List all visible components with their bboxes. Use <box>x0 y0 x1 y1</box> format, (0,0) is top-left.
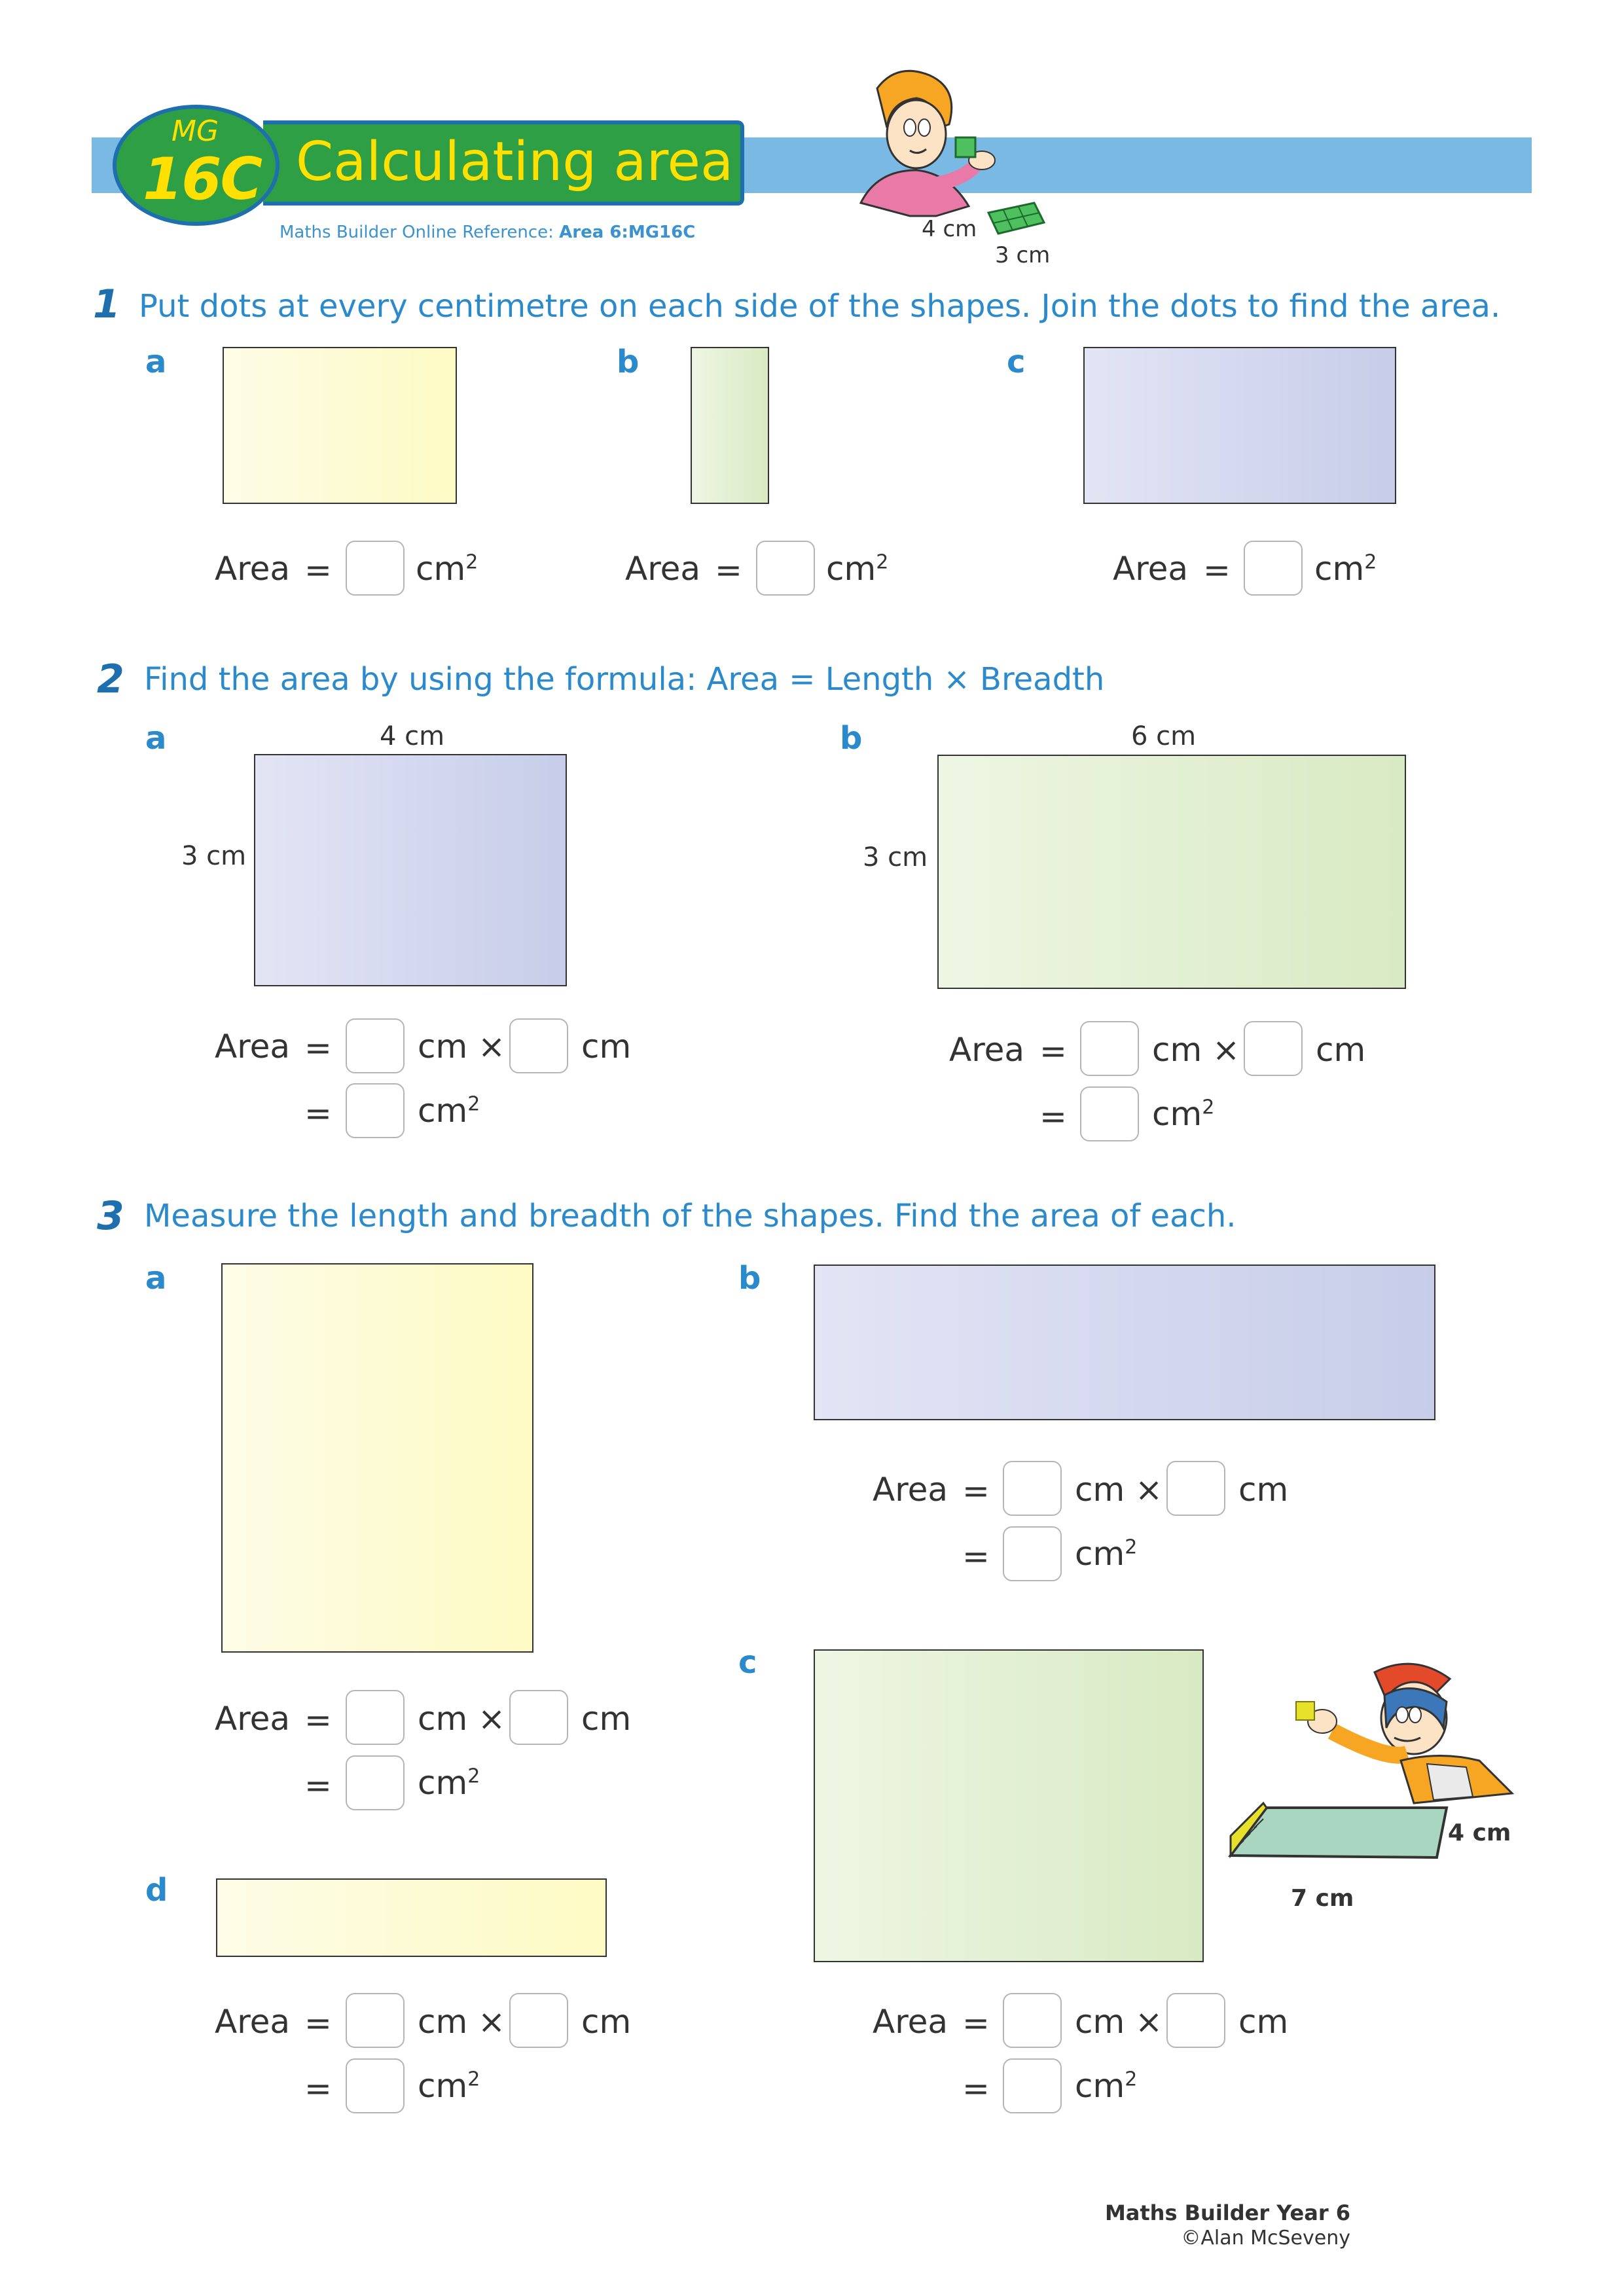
q3d-unit-squared: $cm^2$ <box>418 2067 480 2105</box>
q2b-cm: cm <box>1316 1031 1366 1069</box>
q3d-area-box[interactable] <box>346 2058 405 2113</box>
q1-part-c: c <box>1007 344 1026 380</box>
q2b-length-box[interactable] <box>1080 1021 1139 1076</box>
q3c-rectangle <box>814 1649 1204 1962</box>
q3c-cm-times: cm × <box>1075 2003 1163 2041</box>
q3a-rectangle <box>221 1263 533 1653</box>
q1b-answer-box[interactable] <box>756 541 815 596</box>
q3b-rectangle <box>814 1265 1435 1420</box>
q3a-area-box[interactable] <box>346 1755 405 1810</box>
q2b-length-label: 6 cm <box>1131 721 1197 751</box>
q3d-rectangle <box>216 1878 607 1957</box>
q2b-equals-2: = <box>1039 1098 1067 1136</box>
q3b-equals-1: = <box>962 1472 990 1510</box>
q2b-breadth-label: 3 cm <box>863 842 928 872</box>
q3c-area-box[interactable] <box>1003 2058 1062 2113</box>
boy-with-cubes-illustration <box>1218 1656 1545 1931</box>
q2a-cm-times: cm × <box>418 1028 506 1066</box>
q3-part-b: b <box>738 1260 761 1297</box>
q2a-area-label: Area <box>215 1028 291 1066</box>
q2-part-b: b <box>840 720 863 757</box>
question-1-number: 1 <box>93 281 120 327</box>
q3b-area-label: Area <box>873 1471 948 1509</box>
q3b-length-box[interactable] <box>1003 1461 1062 1516</box>
q2b-breadth-box[interactable] <box>1244 1021 1303 1076</box>
q2a-rectangle <box>254 754 567 986</box>
q2a-breadth-box[interactable] <box>509 1018 568 1073</box>
q3d-equals-1: = <box>304 2004 332 2042</box>
q2a-length-box[interactable] <box>346 1018 405 1073</box>
q3a-length-box[interactable] <box>346 1690 405 1745</box>
footer-book-title: Maths Builder Year 6 <box>1104 2200 1350 2225</box>
q3c-length-box[interactable] <box>1003 1993 1062 2048</box>
q2b-rectangle <box>937 755 1406 989</box>
q2a-area-box[interactable] <box>346 1083 405 1138</box>
q1b-equals: = <box>715 551 742 589</box>
q3b-breadth-box[interactable] <box>1166 1461 1225 1516</box>
q1c-area-label: Area <box>1113 550 1189 588</box>
code-prefix: MG <box>171 115 219 148</box>
q1a-unit: $cm^2$ <box>416 550 478 588</box>
q1c-answer-box[interactable] <box>1244 541 1303 596</box>
q2b-area-label: Area <box>949 1031 1025 1069</box>
question-3-number: 3 <box>97 1193 124 1239</box>
q2a-breadth-label: 3 cm <box>181 841 247 871</box>
q3c-cm: cm <box>1238 2003 1289 2041</box>
q3a-breadth-box[interactable] <box>509 1690 568 1745</box>
q1a-answer-box[interactable] <box>346 541 405 596</box>
illustration-breadth-label: 4 cm <box>1448 1820 1511 1846</box>
q3c-breadth-box[interactable] <box>1166 1993 1225 2048</box>
q3-part-c: c <box>738 1644 757 1681</box>
q1c-equals: = <box>1203 551 1231 589</box>
q1b-unit: $cm^2$ <box>826 550 889 588</box>
q2b-cm-times: cm × <box>1152 1031 1240 1069</box>
q3a-equals-1: = <box>304 1701 332 1739</box>
q1b-area-label: Area <box>625 550 701 588</box>
q1c-unit: $cm^2$ <box>1314 550 1377 588</box>
q1a-equals: = <box>304 551 332 589</box>
q3d-length-box[interactable] <box>346 1993 405 2048</box>
q3a-cm-times: cm × <box>418 1700 506 1738</box>
q3a-area-label: Area <box>215 1700 291 1738</box>
q3a-equals-2: = <box>304 1767 332 1804</box>
q3c-area-label: Area <box>873 2003 948 2041</box>
q3b-cm: cm <box>1238 1471 1289 1509</box>
reference-line <box>280 223 695 242</box>
q2a-equals-1: = <box>304 1029 332 1067</box>
q1b-rectangle <box>691 347 769 504</box>
q3d-breadth-box[interactable] <box>509 1993 568 2048</box>
q2-part-a: a <box>145 720 167 757</box>
q3-part-a: a <box>145 1260 167 1297</box>
q3c-equals-1: = <box>962 2004 990 2042</box>
q2a-cm: cm <box>581 1028 632 1066</box>
q3b-unit-squared: $cm^2$ <box>1075 1535 1138 1573</box>
q3b-equals-2: = <box>962 1537 990 1575</box>
question-2-number: 2 <box>97 656 124 702</box>
q3c-equals-2: = <box>962 2070 990 2108</box>
q3a-cm: cm <box>581 1700 632 1738</box>
footer-copyright: ©Alan McSeveny <box>1181 2227 1350 2250</box>
code-number: 16C <box>143 145 262 213</box>
q3b-area-box[interactable] <box>1003 1526 1062 1581</box>
question-2-text: Find the area by using the formula: Area = Length × Breadth <box>144 661 1105 698</box>
q3d-cm-times: cm × <box>418 2003 506 2041</box>
q1a-area-label: Area <box>215 550 291 588</box>
q2b-equals-1: = <box>1039 1032 1067 1070</box>
q2a-length-label: 4 cm <box>380 721 445 751</box>
q2a-unit-squared: $cm^2$ <box>418 1092 480 1130</box>
q1-part-a: a <box>145 344 167 380</box>
reference-value: Area 6:MG16C <box>559 223 696 242</box>
q3-part-d: d <box>145 1872 168 1909</box>
page-title: Calculating area <box>296 131 734 193</box>
q1-part-b: b <box>617 344 640 380</box>
q2b-unit-squared: $cm^2$ <box>1152 1095 1215 1133</box>
reference-label: Maths Builder Online Reference: <box>280 223 554 242</box>
q3d-area-label: Area <box>215 2003 291 2041</box>
q3a-unit-squared: $cm^2$ <box>418 1764 480 1802</box>
cube-length-label: 4 cm <box>922 216 977 242</box>
q1c-rectangle <box>1083 347 1396 504</box>
q3d-equals-2: = <box>304 2070 332 2108</box>
question-3-text: Measure the length and breadth of the shapes. Find the area of each. <box>144 1198 1236 1234</box>
q3c-unit-squared: $cm^2$ <box>1075 2067 1138 2105</box>
question-1-text: Put dots at every centimetre on each side of the shapes. Join the dots to find the area. <box>139 288 1501 325</box>
q2a-equals-2: = <box>304 1094 332 1132</box>
q2b-area-box[interactable] <box>1080 1086 1139 1141</box>
q1a-rectangle <box>223 347 457 504</box>
cube-breadth-label: 3 cm <box>995 242 1051 268</box>
q3b-cm-times: cm × <box>1075 1471 1163 1509</box>
illustration-length-label: 7 cm <box>1291 1885 1354 1912</box>
q3d-cm: cm <box>581 2003 632 2041</box>
